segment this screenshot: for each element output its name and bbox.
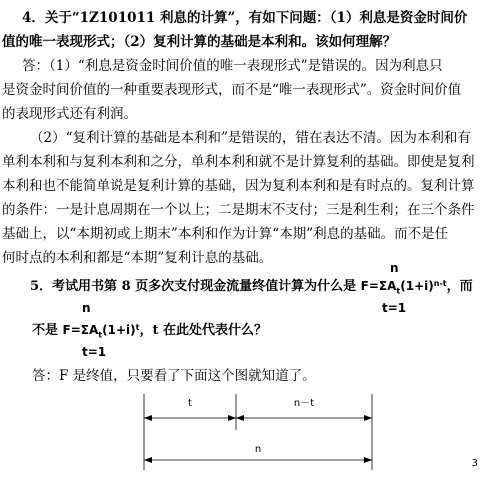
question-4-line-1: 4．关于“1Z101011 利息的计算”，有如下问题：（1）利息是资金时间价 [22,10,468,26]
arrow-right-2 [364,415,372,421]
answer-4-line-3: 的表现形式还有利润。 [2,106,137,122]
sum-lower-limit-2: t=1 [82,345,107,359]
answer-4-line-1: 答：（1）“利息是资金时间价值的唯一表现形式”是错误的。因为利息只 [22,58,443,74]
formula-fv-incorrect: $F=\Sigma A_t(1+i)^t$ [62,323,140,340]
label-t: t [188,398,192,409]
question-5-text: 5．考试用书第 8 页多次支付现金流量终值计算为什么是 [30,279,361,294]
answer-4-line-5: 单利本利和与复利本利和之分，单利本利和就不是计算复利的基础。即使是复利 [2,154,475,170]
arrow-right-3 [364,457,372,463]
answer-4-line-4: （2）“复利计算的基础是本利和”是错误的，错在表达不清。因为本利和有 [30,130,471,146]
answer-4-line-6: 本利和也不能简单说是复利计算的基础，因为复利本利和是有时点的。复利计算 [2,178,475,194]
label-n: n [254,444,262,455]
answer-4-line-9: 何时点的本利和都是“本期”复利计息的基础。 [2,250,273,266]
sum-upper-limit-2: n [82,301,91,315]
question-5-line-2: 不是 $F=\Sigma A_t(1+i)^t$，t 在此处代表什么？ [32,323,267,340]
question-4-line-2: 值的唯一表现形式；（2）复利计算的基础是本利和。该如何理解？ [2,34,397,50]
answer-4-line-7: 的条件：一是计息周期在一个以上；二是期末不支付；三是利生利；在三个条件 [2,202,475,218]
sum-lower-limit: t=1 [382,301,407,315]
arrow-right-1 [228,415,236,421]
answer-5: 答：F 是终值，只要看了下面这个图就知道了。 [32,368,316,384]
answer-4-line-8: 基础上，以“本期初或上期末”本利和作为计算“本期”利息的基础。而不是任 [2,226,449,242]
time-period-diagram [140,394,380,474]
arrow-left-2 [236,415,244,421]
formula-fv-correct: $F=\Sigma A_t(1+i)^{n-t}$ [360,279,447,296]
label-n-minus-t: n－t [293,398,315,409]
answer-4-line-2: 是资金时间价值的一种重要表现形式，而不是“唯一表现形式”。资金时间价值 [2,82,462,98]
page-number: 3 [471,458,478,469]
sum-upper-limit: n [390,261,399,275]
arrow-left-1 [144,415,152,421]
question-5-line-1: 5．考试用书第 8 页多次支付现金流量终值计算为什么是 $F=\Sigma A_t(1+i)^{n-t}$，而 [30,279,473,296]
arrow-left-3 [144,457,152,463]
